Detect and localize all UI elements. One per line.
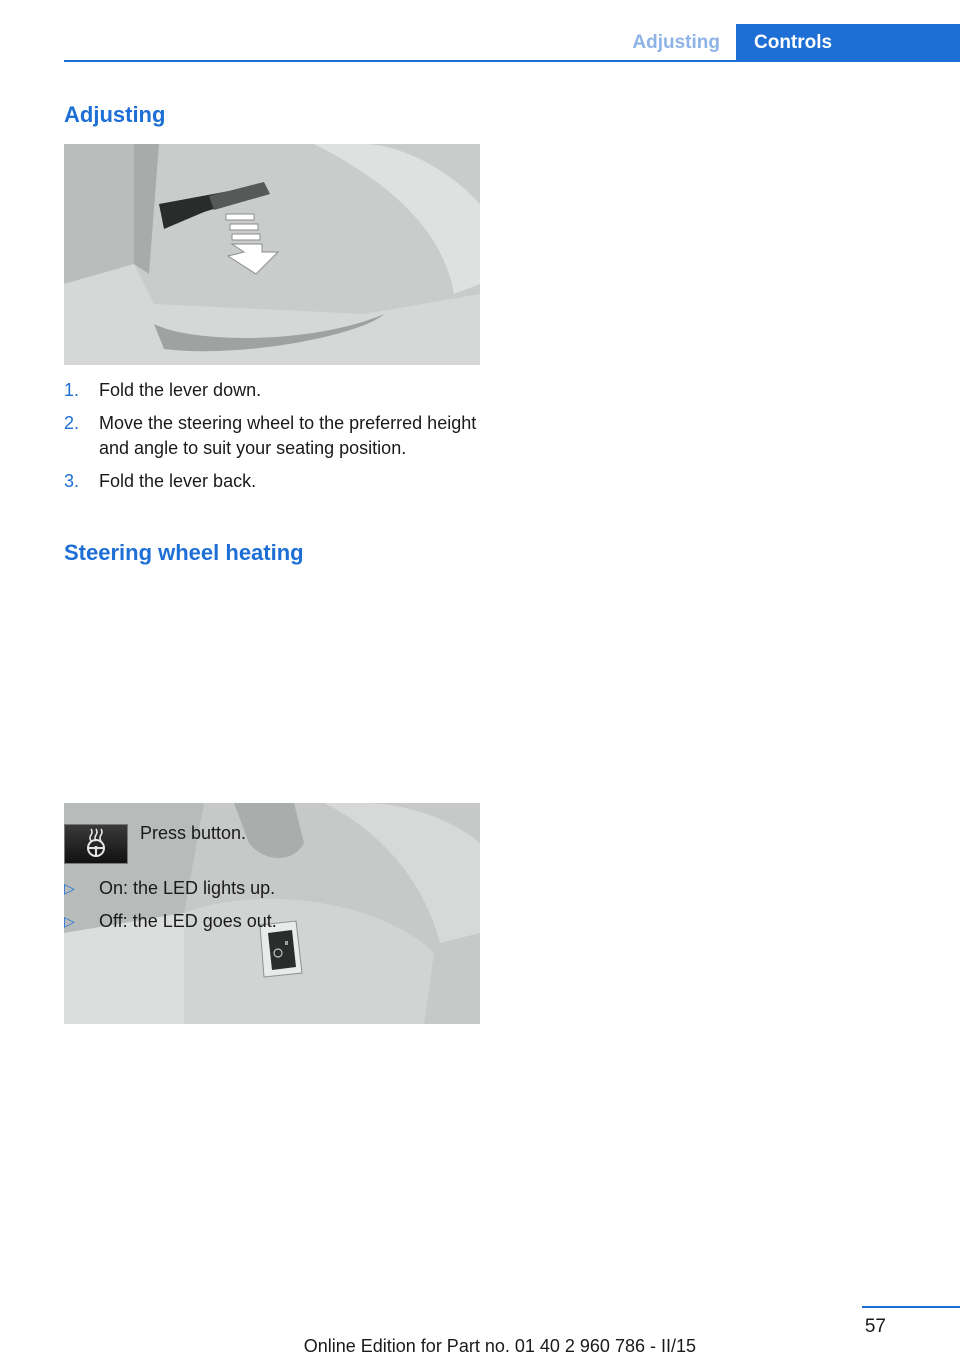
- list-item: [64, 876, 480, 901]
- step-text: Move the steering wheel to the preferred height and angle to suit your seating position.: [99, 413, 477, 458]
- edition-text: Online Edition for Part no. 01 40 2 960 786 - II/15: [303, 1336, 696, 1356]
- press-button-row: [64, 822, 480, 866]
- list-item: [64, 909, 480, 934]
- step-number: 3.: [64, 471, 80, 491]
- triangle-right-icon: ▷: [64, 880, 75, 896]
- header-chapter-tab[interactable]: Controls: [736, 24, 960, 62]
- step-text: Fold the lever back.: [99, 471, 257, 491]
- page-number: 57: [864, 1316, 886, 1337]
- press-button-text: Press button.: [140, 823, 247, 843]
- bullet-text: Off: the LED goes out.: [99, 911, 277, 931]
- bullet-text: On: the LED lights up.: [99, 878, 276, 898]
- lever-illustration: [64, 144, 480, 365]
- steering-wheel-heating-icon: [64, 824, 128, 864]
- section-title: Steering wheel heating: [64, 540, 304, 565]
- step-text: Fold the lever down.: [99, 380, 262, 400]
- step-item: [64, 411, 480, 461]
- step-item: [64, 469, 480, 494]
- adjusting-steps: [64, 378, 480, 502]
- section-heating: [64, 540, 480, 566]
- triangle-right-icon: ▷: [64, 913, 75, 929]
- step-number: 1.: [64, 380, 80, 400]
- section-adjusting: [64, 102, 480, 128]
- step-item: [64, 378, 480, 403]
- section-title: Adjusting: [64, 102, 166, 127]
- heating-bullets: [64, 876, 480, 942]
- header-section-tab[interactable]: Adjusting: [632, 32, 720, 53]
- footer-rule: [862, 1306, 960, 1308]
- step-number: 2.: [64, 413, 80, 433]
